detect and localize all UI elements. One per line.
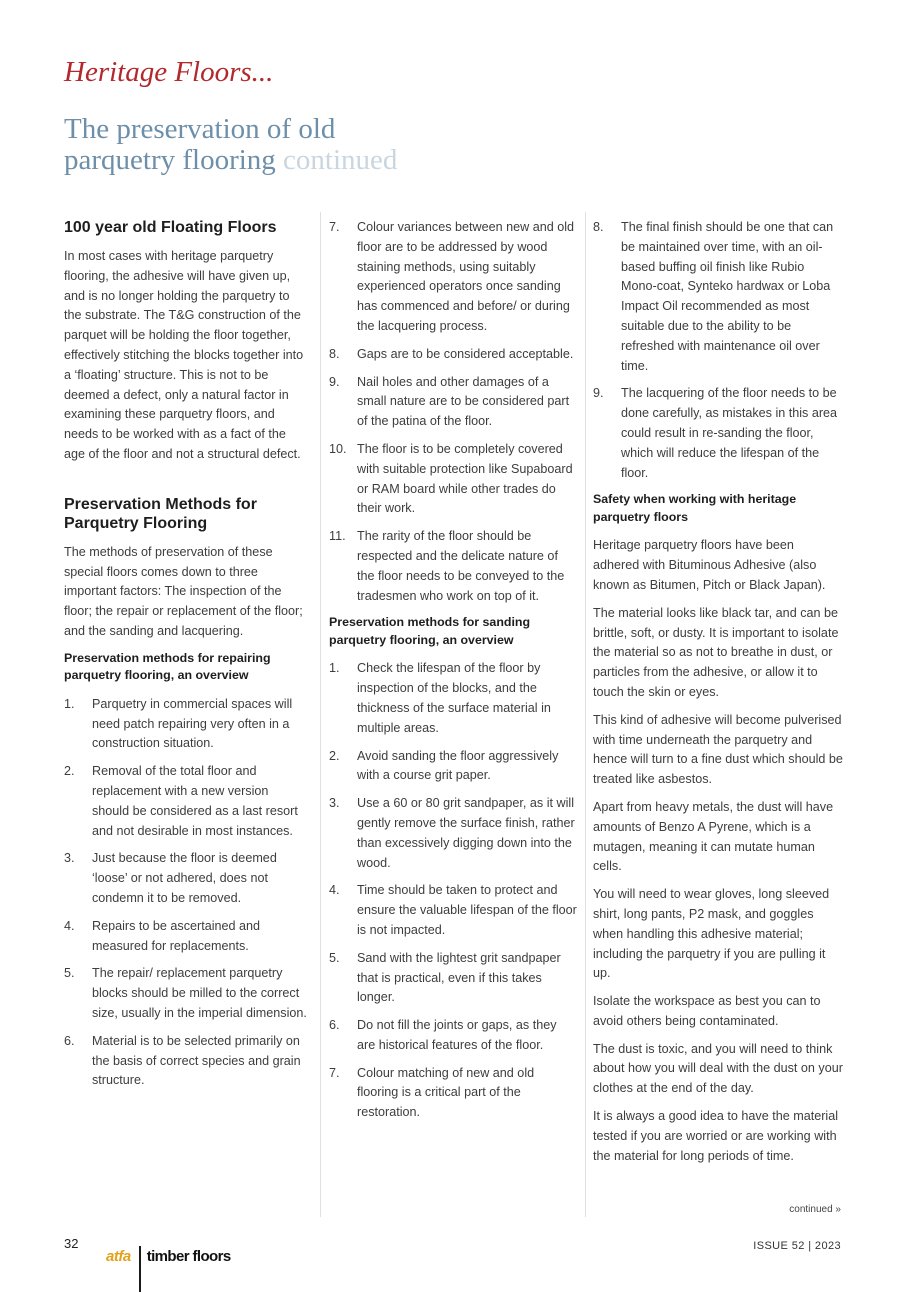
list-item	[329, 440, 577, 519]
column-divider	[320, 212, 321, 1217]
list-item	[329, 747, 577, 787]
title-line-1: The preservation of old	[64, 113, 336, 145]
list-text: Removal of the total floor and replacement with a new version should be considered as a last resort and not desirable in most instances.	[92, 764, 298, 838]
paragraph: It is always a good idea to have the material tested if you are worried or are working with the material for long periods of time.	[593, 1109, 839, 1163]
list-number: 2.	[329, 748, 340, 763]
list-number: 9.	[329, 374, 340, 389]
sanding-list	[329, 659, 577, 1123]
list-number: 6.	[329, 1018, 340, 1033]
paragraph: This kind of adhesive will become pulverised with time underneath the parquetry and hence will turn to a fine dust which should be treated like asbestos.	[593, 712, 843, 787]
list-item	[329, 1016, 577, 1056]
heading-preservation-methods: Preservation Methods for Parquetry Flooring	[64, 495, 257, 532]
list-text: Material is to be selected primarily on the basis of correct species and grain structure.	[92, 1033, 301, 1088]
list-item	[329, 527, 577, 606]
list-number: 3.	[329, 796, 340, 811]
list-item	[329, 1064, 577, 1123]
list-text: Repairs to be ascertained and measured for replacements.	[92, 918, 261, 953]
column-3	[593, 218, 843, 1174]
page-number: 32	[64, 1236, 79, 1251]
list-text: Time should be taken to protect and ensure the valuable lifespan of the floor is not impacted.	[357, 883, 577, 937]
list-item	[64, 695, 308, 754]
list-number: 8.	[329, 346, 340, 361]
list-text: The repair/ replacement parquetry blocks should be milled to the correct size, usually in the imperial dimension.	[92, 966, 307, 1020]
list-text: Sand with the lightest grit sandpaper that is practical, even if this takes longer.	[357, 950, 561, 1005]
list-text: Parquetry in commercial spaces will need patch repairing very often in a construction situation.	[92, 696, 293, 751]
list-text: Avoid sanding the floor aggressively with a course grit paper.	[357, 748, 559, 783]
section-kicker: Heritage Floors...	[64, 56, 274, 88]
sanding-list-continued	[593, 218, 843, 483]
list-item	[329, 345, 577, 365]
paragraph: The dust is toxic, and you will need to think about how you will deal with the dust on your clothes at the end of the day.	[593, 1041, 843, 1096]
publication-logo	[106, 1233, 231, 1279]
subheading-repairing: Preservation methods for repairing parquetry flooring, an overview	[64, 650, 271, 683]
list-number: 1.	[64, 696, 75, 711]
repair-list	[64, 695, 308, 1091]
paragraph: Apart from heavy metals, the dust will have amounts of Benzo A Pyrene, which is a mutagen, meaning it can mutate human cells.	[593, 799, 834, 874]
list-text: Do not fill the joints or gaps, as they are historical features of the floor.	[357, 1018, 557, 1052]
list-number: 5.	[329, 950, 340, 965]
atfa-logo: atfa	[106, 1247, 131, 1265]
list-number: 2.	[64, 764, 75, 779]
list-item	[329, 881, 577, 940]
paragraph: Isolate the workspace as best you can to avoid others being contaminated.	[593, 994, 821, 1028]
timber-floors-logo: timber floors	[146, 1247, 231, 1265]
logo-divider	[139, 1246, 141, 1292]
paragraph: In most cases with heritage parquetry flooring, the adhesive will have given up, and is no longer holding the parquetry to the substrate. The T&G construction of the parquet will be holding the floor together, effectively stitching the blocks together into a ‘floating’ structure. This is not to be deemed a defect, only a natural factor in examining these parquetry floors, and needs to be worked with as a fact of the age of the floor and not a structural defect.	[64, 249, 304, 461]
list-text: The rarity of the floor should be respected and the delicate nature of the floor needs to be conveyed to the tradesmen who work on top of it.	[357, 529, 565, 603]
list-number: 4.	[64, 918, 75, 933]
list-text: Check the lifespan of the floor by inspection of the blocks, and the thickness of the surface material in multiple areas.	[357, 661, 551, 735]
list-number: 8.	[593, 220, 604, 234]
list-number: 4.	[329, 883, 340, 898]
list-number: 5.	[64, 966, 75, 981]
list-number: 9.	[593, 386, 604, 401]
list-item	[64, 964, 308, 1023]
list-item	[329, 373, 577, 432]
paragraph: The material looks like black tar, and can be brittle, soft, or dusty. It is important to isolate the material so as not to breathe in dust, or particles from the adhesive, or allow it to touch the skin or eyes.	[593, 605, 839, 699]
list-number: 10.	[329, 441, 347, 456]
list-text: The final finish should be one that can be maintained over time, with an oil-based buffing oil finish like Rubio Mono-coat, Synteko hardwax or Loba Impact Oil recommended as most suitable due to the ability to be refreshed with maintenance oil over time.	[621, 220, 834, 373]
issue-label: ISSUE 52 | 2023	[753, 1240, 841, 1252]
column-2	[329, 218, 577, 1131]
column-divider	[585, 212, 586, 1217]
continued-note: continued »	[789, 1204, 841, 1215]
list-text: Nail holes and other damages of a small nature are to be considered part of the patina of the floor.	[357, 374, 570, 429]
list-text: Just because the floor is deemed ‘loose’ or not adhered, does not condemn it to be removed.	[92, 851, 277, 905]
subheading-safety: Safety when working with heritage parquetry floors	[593, 492, 797, 524]
list-text: Colour matching of new and old flooring is a critical part of the restoration.	[357, 1065, 535, 1120]
list-item	[329, 659, 577, 738]
title-line-2: parquetry flooring	[64, 144, 276, 176]
list-text: The floor is to be completely covered with suitable protection like Supaboard or RAM board while other trades do their work.	[357, 441, 573, 516]
list-text: Gaps are to be considered acceptable.	[357, 346, 574, 361]
list-item	[329, 794, 577, 873]
list-item	[329, 949, 577, 1008]
list-item	[593, 384, 843, 483]
paragraph: The methods of preservation of these special floors comes down to three important factors: The inspection of the floor; the repair or replacement of the floor; and the sanding and lacquering.	[64, 544, 303, 638]
list-item	[329, 218, 577, 337]
list-number: 1.	[329, 661, 340, 676]
list-text: The lacquering of the floor needs to be done carefully, as mistakes in this area could result in re-sanding the floor, which will reduce the lifespan of the floor.	[621, 386, 838, 480]
list-item	[64, 917, 308, 957]
list-item	[64, 849, 308, 908]
list-text: Colour variances between new and old floor are to be addressed by wood staining methods, using suitably experienced operators once sanding has commenced and before/ or during the lacquering process.	[357, 220, 575, 333]
list-text: Use a 60 or 80 grit sandpaper, as it will gently remove the surface finish, rather than excessively digging down into the wood.	[357, 796, 575, 870]
article-title	[64, 114, 624, 176]
paragraph: Heritage parquetry floors have been adhered with Bituminous Adhesive (also known as Bitumen, Pitch or Black Japan).	[593, 538, 826, 592]
heading-floating-floors: 100 year old Floating Floors	[64, 219, 277, 236]
list-item	[64, 762, 308, 841]
paragraph: You will need to wear gloves, long sleeved shirt, long pants, P2 mask, and goggles when handling this adhesive material; including the parquetry if you are pulling it up.	[593, 887, 830, 981]
column-1	[64, 218, 308, 1099]
list-number: 7.	[329, 1065, 340, 1080]
subheading-sanding: Preservation methods for sanding parquetry flooring, an overview	[329, 615, 531, 647]
repair-list-continued	[329, 218, 577, 606]
list-item	[64, 1032, 308, 1091]
list-number: 11.	[329, 529, 346, 544]
list-number: 3.	[64, 851, 75, 866]
list-item	[593, 218, 843, 376]
title-continued: continued	[283, 144, 398, 176]
list-number: 7.	[329, 220, 340, 234]
list-number: 6.	[64, 1033, 75, 1048]
